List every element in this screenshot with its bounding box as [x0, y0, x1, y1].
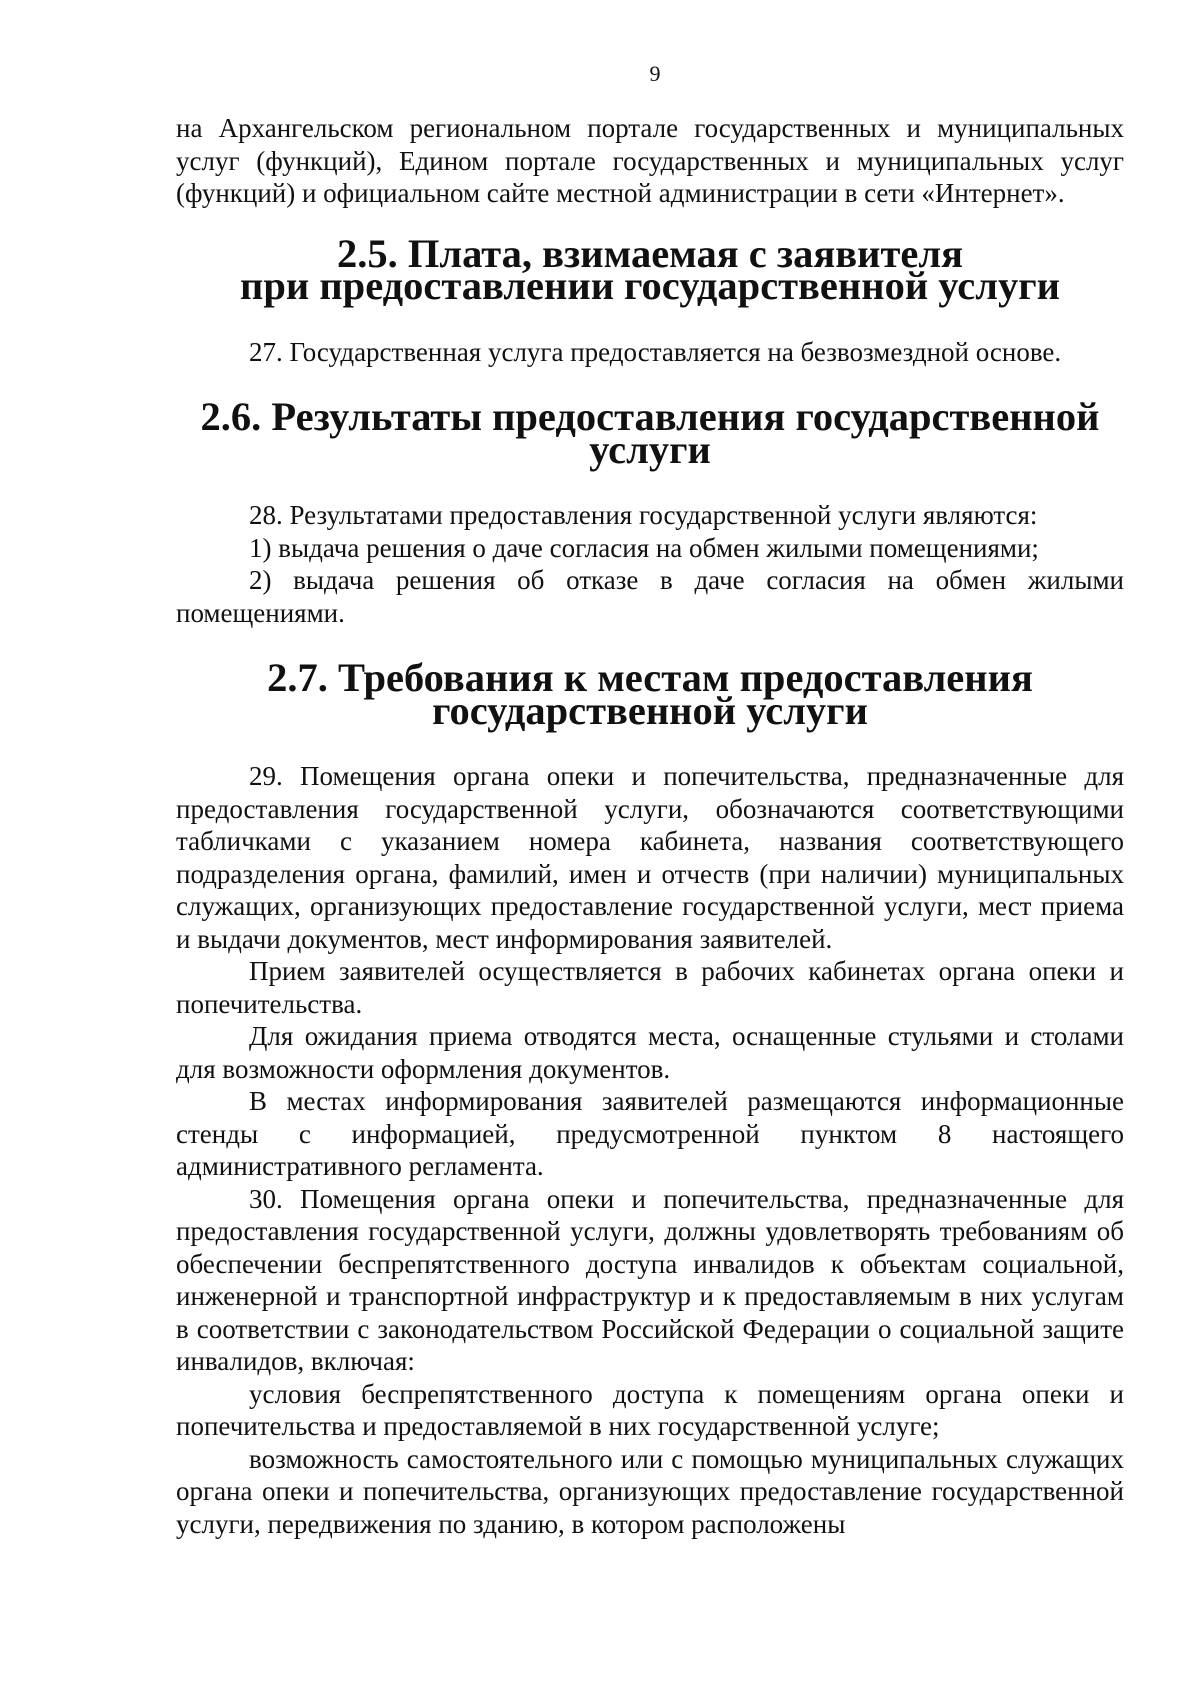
- section-2-5-heading: [176, 230, 1124, 308]
- stands-paragraph: В местах информирования заявителей размещаются информационные стенды с информацией, предусмотренной пунктом 8 настоящего административного регламента.: [176, 1086, 1124, 1181]
- reception-paragraph: Прием заявителей осуществляется в рабочих кабинетах органа опеки и попечительства.: [176, 956, 1124, 1019]
- result-item-1: 1) выдача решения о даче согласия на обмен жилыми помещениями;: [249, 532, 1039, 563]
- section-2-7-heading: [176, 655, 1124, 733]
- paragraph-27: 27. Государственная услуга предоставляется на безвозмездной основе.: [249, 336, 1062, 367]
- waiting-paragraph: Для ожидания приема отводятся места, оснащенные стульями и столами для возможности оформления документов.: [176, 1021, 1124, 1084]
- page-number: 9: [649, 61, 661, 86]
- paragraph-30: 30. Помещения органа опеки и попечительства, предназначенные для предоставления государственной услуги, должны удовлетворять требованиям об обеспечении беспрепятственного доступа инвалидов к объектам социальной, инженерной и транспортной инфраструктур и к предоставляемым в них услугам в соответствии с законодательством Российской Федерации о социальной защите инвалидов, включая:: [176, 1183, 1124, 1376]
- paragraph-28: 28. Результатами предоставления государственной услуги являются:: [249, 500, 1038, 530]
- section-2-7-title-line2: государственной услуги: [432, 687, 868, 733]
- result-item-2: 2) выдача решения об отказе в даче согласия на обмен жилыми помещениями.: [176, 565, 1124, 628]
- paragraph-29: 29. Помещения органа опеки и попечительства, предназначенные для предоставления государственной услуги, обозначаются соответствующими табличками с указанием номера кабинета, названия соответствующего подразделения органа, фамилий, имен и отчеств (при наличии) муниципальных служащих, организующих предоставление государственной услуги, мест приема и выдачи документов, мест информирования заявителей.: [176, 761, 1124, 954]
- section-2-7-title-line1: 2.7. Требования к местам предоставления: [267, 655, 1033, 700]
- section-2-6-heading: 2.6. Результаты предоставления государственной услуги: [200, 394, 1100, 472]
- mobility-paragraph: возможность самостоятельного или с помощью муниципальных служащих органа опеки и попечительства, организующих предоставление государственной услуги, передвижения по зданию, в котором расположены: [176, 1443, 1124, 1539]
- conditions-paragraph: условия беспрепятственного доступа к помещениям органа опеки и попечительства и предоставляемой в них государственной услуге;: [176, 1378, 1124, 1441]
- section-2-5-title-line1: 2.5. Плата, взимаемая с заявителя: [336, 230, 964, 276]
- section-2-5-title-line2: при предоставлении государственной услуги: [240, 263, 1060, 308]
- intro-paragraph: на Архангельском региональном портале государственных и муниципальных услуг (функций), Едином портале государственных и муниципальных услуг (функций) и официальном сайте местной администрации в сети «Интернет».: [176, 113, 1124, 208]
- document-page: [176, 60, 1124, 1540]
